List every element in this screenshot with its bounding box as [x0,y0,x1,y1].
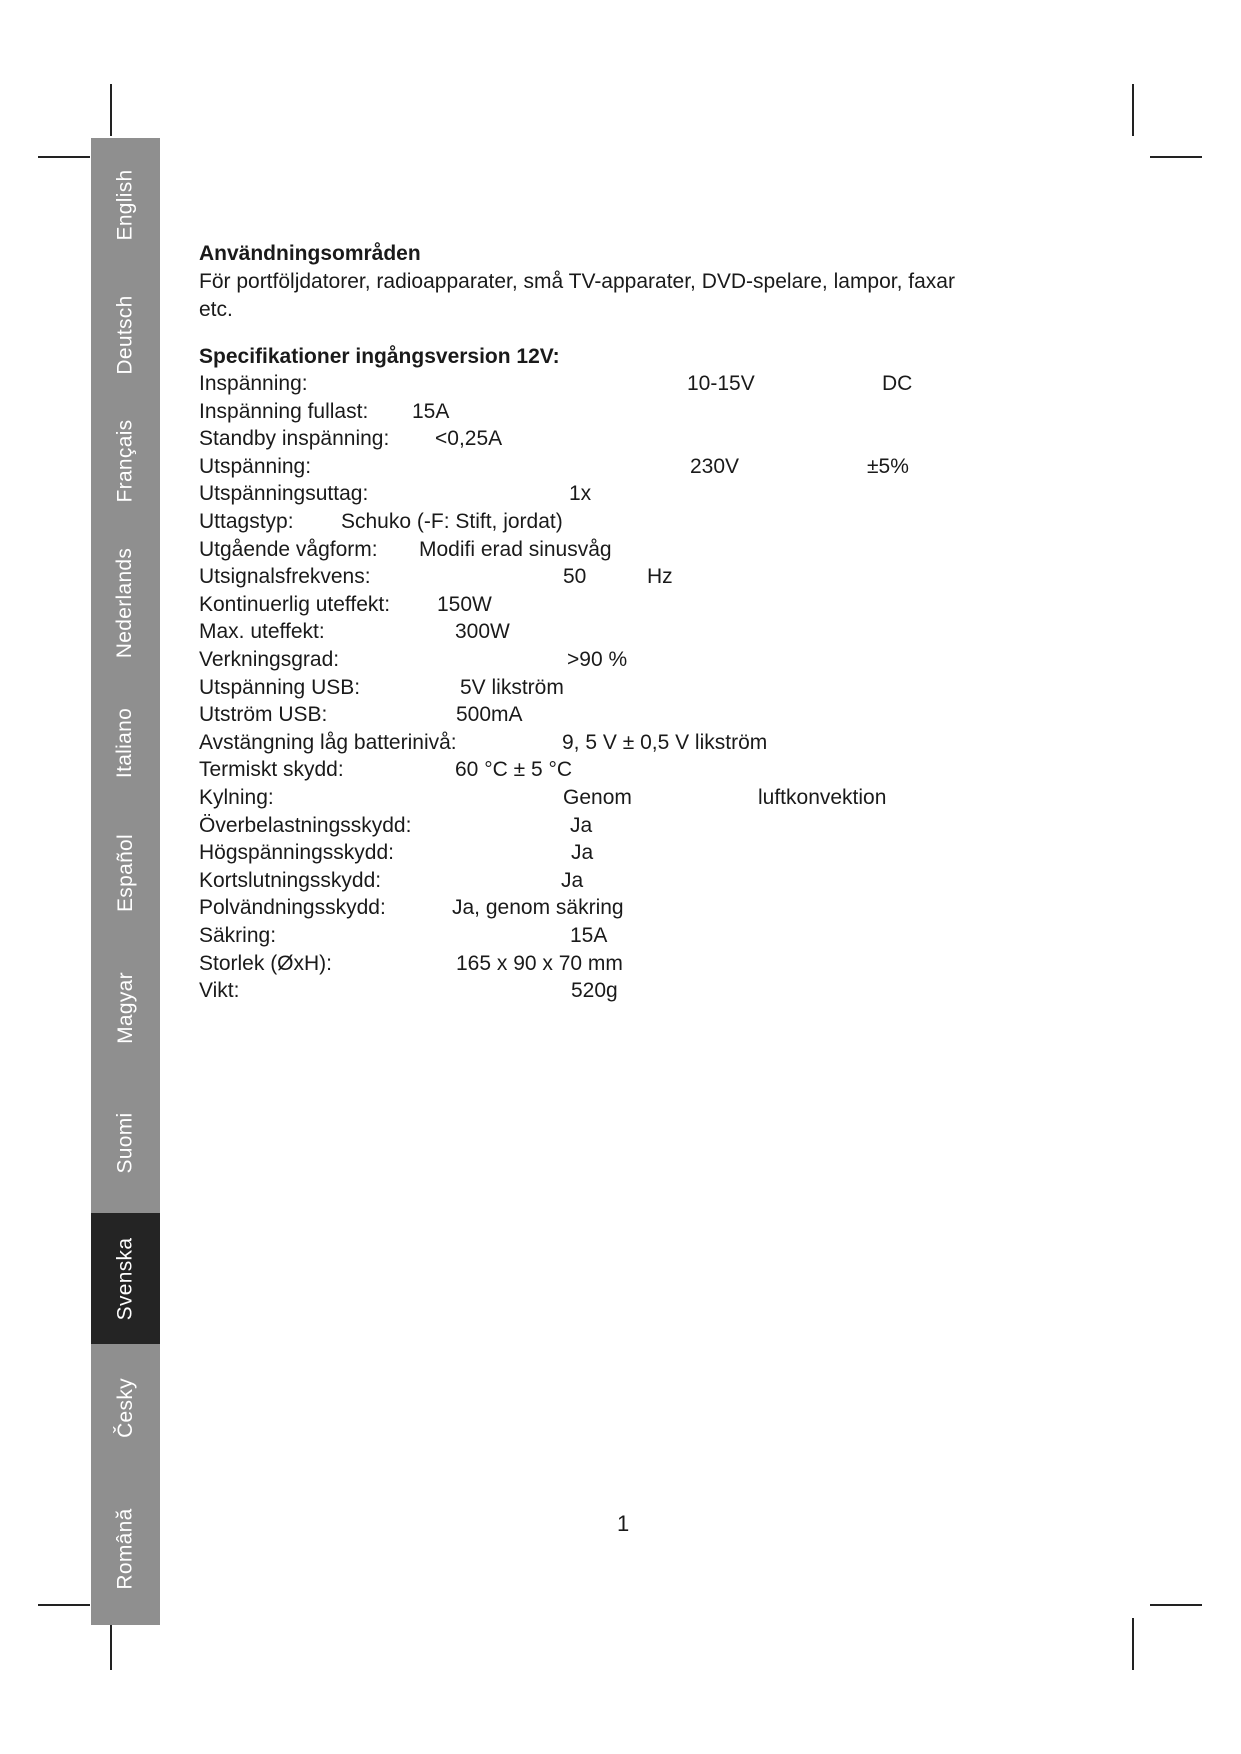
page-number: 1 [617,1511,630,1536]
spec-value: 150W [437,593,492,616]
language-tab-label: Italiano [113,707,137,779]
usage-heading: Användningsområden [199,242,421,265]
language-tab-español[interactable] [91,803,160,943]
spec-label: Kylning: [199,786,274,809]
specs-heading: Specifikationer ingångsversion 12V: [199,345,560,368]
spec-label: Inspänning fullast: [199,400,369,423]
spec-value: >90 % [567,648,628,671]
spec-label: Max. uteffekt: [199,620,325,643]
language-tab-label: Magyar [113,972,137,1044]
spec-label: Utsignalsfrekvens: [199,565,371,588]
spec-value: Schuko (-F: Stift, jordat) [341,510,563,533]
spec-label: Utgående vågform: [199,538,378,561]
spec-label: Inspänning: [199,372,308,395]
spec-value: Genom [563,786,632,809]
language-tab-label: Suomi [113,1112,137,1174]
spec-label: Vikt: [199,979,240,1002]
usage-text-line1: För portföljdatorer, radioapparater, små TV-apparater, DVD-spelare, lampor, faxar [199,270,955,293]
language-tab-label: Česky [113,1378,137,1438]
language-tab-italiano[interactable] [91,683,160,803]
spec-value: 10-15V [687,372,755,395]
spec-label: Verkningsgrad: [199,648,340,671]
spec-value: Modifi erad sinusvåg [419,538,612,561]
language-tab-français[interactable] [91,398,160,523]
spec-label: Utspänningsuttag: [199,482,369,505]
spec-value: 500mA [456,703,523,726]
spec-value: 230V [690,455,740,478]
spec-value: 15A [570,924,608,947]
spec-value: 5V likström [460,676,564,699]
spec-value: Ja [570,814,593,837]
spec-label: Överbelastningsskydd: [199,814,412,837]
spec-unit: Hz [647,565,673,588]
spec-label: Termiskt skydd: [199,758,344,781]
language-tab-magyar[interactable] [91,943,160,1073]
crop-mark [110,84,112,136]
spec-value: 300W [455,620,510,643]
crop-mark [1132,1618,1134,1670]
spec-label: Uttagstyp: [199,510,294,533]
usage-text-line2: etc. [199,298,233,321]
spec-label: Polvändningsskydd: [199,896,386,919]
spec-value: 165 x 90 x 70 mm [456,952,623,975]
spec-label: Kontinuerlig uteffekt: [199,593,391,616]
spec-value: 60 °C ± 5 °C [455,758,573,781]
language-tab-česky[interactable] [91,1344,160,1472]
crop-mark [38,1604,90,1606]
crop-mark [1150,156,1202,158]
spec-label: Avstängning låg batterinivå: [199,731,457,754]
language-tab-label: Deutsch [113,295,137,375]
spec-unit: ±5% [867,455,909,478]
crop-mark [1150,1604,1202,1606]
spec-label: Storlek (ØxH): [199,952,333,975]
language-tab-label: Español [113,834,137,912]
spec-label: Högspänningsskydd: [199,841,394,864]
language-tab-label: Română [113,1507,137,1590]
crop-mark [110,1618,112,1670]
spec-value: 15A [412,400,450,423]
spec-unit: DC [882,372,913,395]
crop-mark [1132,84,1134,136]
spec-unit: luftkonvektion [758,786,887,809]
spec-value: 50 [563,565,587,588]
spec-label: Utspänning USB: [199,676,361,699]
spec-label: Utström USB: [199,703,328,726]
spec-value: 520g [571,979,618,1002]
spec-label: Kortslutningsskydd: [199,869,382,892]
spec-value: 1x [569,482,592,505]
language-tab-deutsch[interactable] [91,272,160,398]
spec-value: Ja [571,841,594,864]
spec-label: Standby inspänning: [199,427,390,450]
language-tab-label: English [113,169,137,241]
crop-mark [38,156,90,158]
spec-label: Säkring: [199,924,277,947]
language-tab-suomi[interactable] [91,1073,160,1213]
language-tab-label: Svenska [113,1237,137,1320]
spec-value: Ja [561,869,584,892]
spec-value: 9, 5 V ± 0,5 V likström [562,731,768,754]
language-tab-română[interactable] [91,1472,160,1625]
spec-label: Utspänning: [199,455,312,478]
spec-value: Ja, genom säkring [452,896,624,919]
language-tab-svenska[interactable] [91,1213,160,1344]
language-tab-label: Français [113,419,137,502]
spec-value: <0,25A [435,427,503,450]
language-tab-english[interactable] [91,138,160,272]
language-tab-label: Nederlands [113,547,137,659]
language-tab-nederlands[interactable] [91,523,160,683]
language-sidebar [91,138,160,1625]
